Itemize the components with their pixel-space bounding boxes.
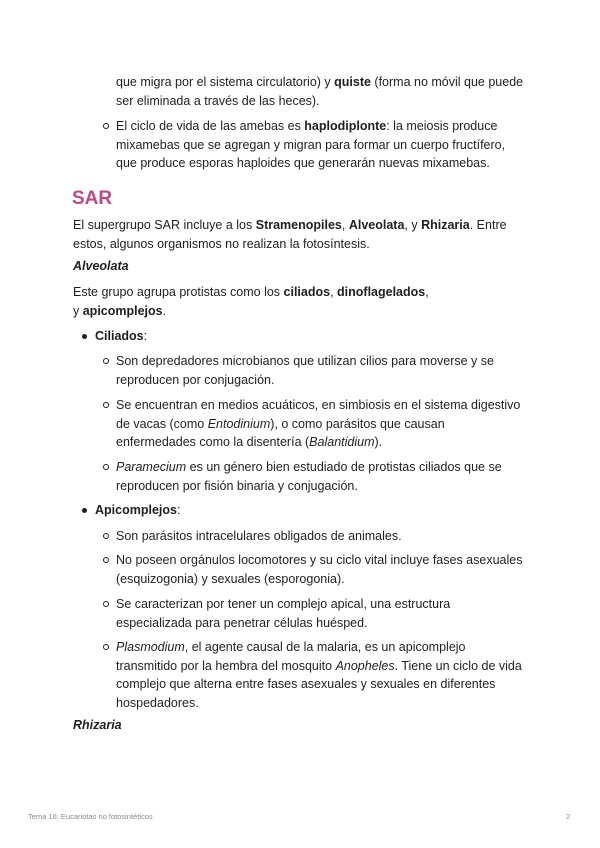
bullet-circle (103, 464, 109, 470)
bullet-circle (103, 402, 109, 408)
bullet-circle (103, 123, 109, 129)
bullet-circle (103, 601, 109, 607)
intro-continuation: que migra por el sistema circulatorio) y quiste (forma no móvil que puede ser eliminada a través de las heces). (116, 75, 524, 108)
amebas-life-cycle: El ciclo de vida de las amebas es haplodiplonte: la meiosis produce mixamebas que se agregan y migran para formar un cuerpo fructífero, que produce esporas haploides que generarán nuevas mixamebas. (116, 119, 506, 170)
sar-heading: SAR (72, 188, 113, 209)
ciliados-label: Ciliados: (95, 329, 148, 343)
sar-paragraph: El supergrupo SAR incluye a los Stramenopiles, Alveolata, y Rhizaria. Entre estos, algunos organismos no realizan la fotosíntesis. (73, 218, 507, 251)
footer-title: Tema 16: Eucariotas no fotosintéticos (28, 812, 153, 821)
page-number: 2 (566, 812, 571, 821)
apicomplejos-label: Apicomplejos: (95, 503, 181, 517)
apicomplejos-item-2: No poseen orgánulos locomotores y su ciclo vital incluye fases asexuales (esquizogonia) y sexuales (esporogonia). (116, 553, 523, 586)
bullet-filled (82, 508, 87, 513)
ciliados-item-1: Son depredadores microbianos que utilizan cilios para moverse y se reproducen por conjugación. (116, 354, 494, 387)
alveolata-heading: Alveolata (73, 259, 129, 273)
apicomplejos-item-1: Son parásitos intracelulares obligados de animales. (116, 529, 402, 543)
ciliados-item-3: Paramecium es un género bien estudiado de protistas ciliados que se reproducen por fisión binaria y conjugación. (116, 460, 502, 493)
apicomplejos-item-3: Se caracterizan por tener un complejo apical, una estructura especializada para penetrar células huésped. (116, 597, 451, 630)
rhizaria-heading: Rhizaria (73, 718, 122, 732)
apicomplejos-item-4: Plasmodium, el agente causal de la malaria, es un apicomplejo transmitido por la hembra del mosquito Anopheles. Tiene un ciclo de vida complejo que alterna entre fases asexuales y sexuales en diferentes hospedadores. (116, 640, 522, 710)
bullet-circle (103, 644, 109, 650)
ciliados-item-2: Se encuentran en medios acuáticos, en simbiosis en el sistema digestivo de vacas (como Entodinium), o como parásitos que causan enfermedades como la disentería (Balantidium). (116, 398, 521, 449)
bullet-circle (103, 358, 109, 364)
bullet-circle (103, 533, 109, 539)
alveolata-paragraph: Este grupo agrupa protistas como los ciliados, dinoflagelados, y apicomplejos. (73, 285, 429, 318)
bullet-circle (103, 557, 109, 563)
bullet-filled (82, 334, 87, 339)
